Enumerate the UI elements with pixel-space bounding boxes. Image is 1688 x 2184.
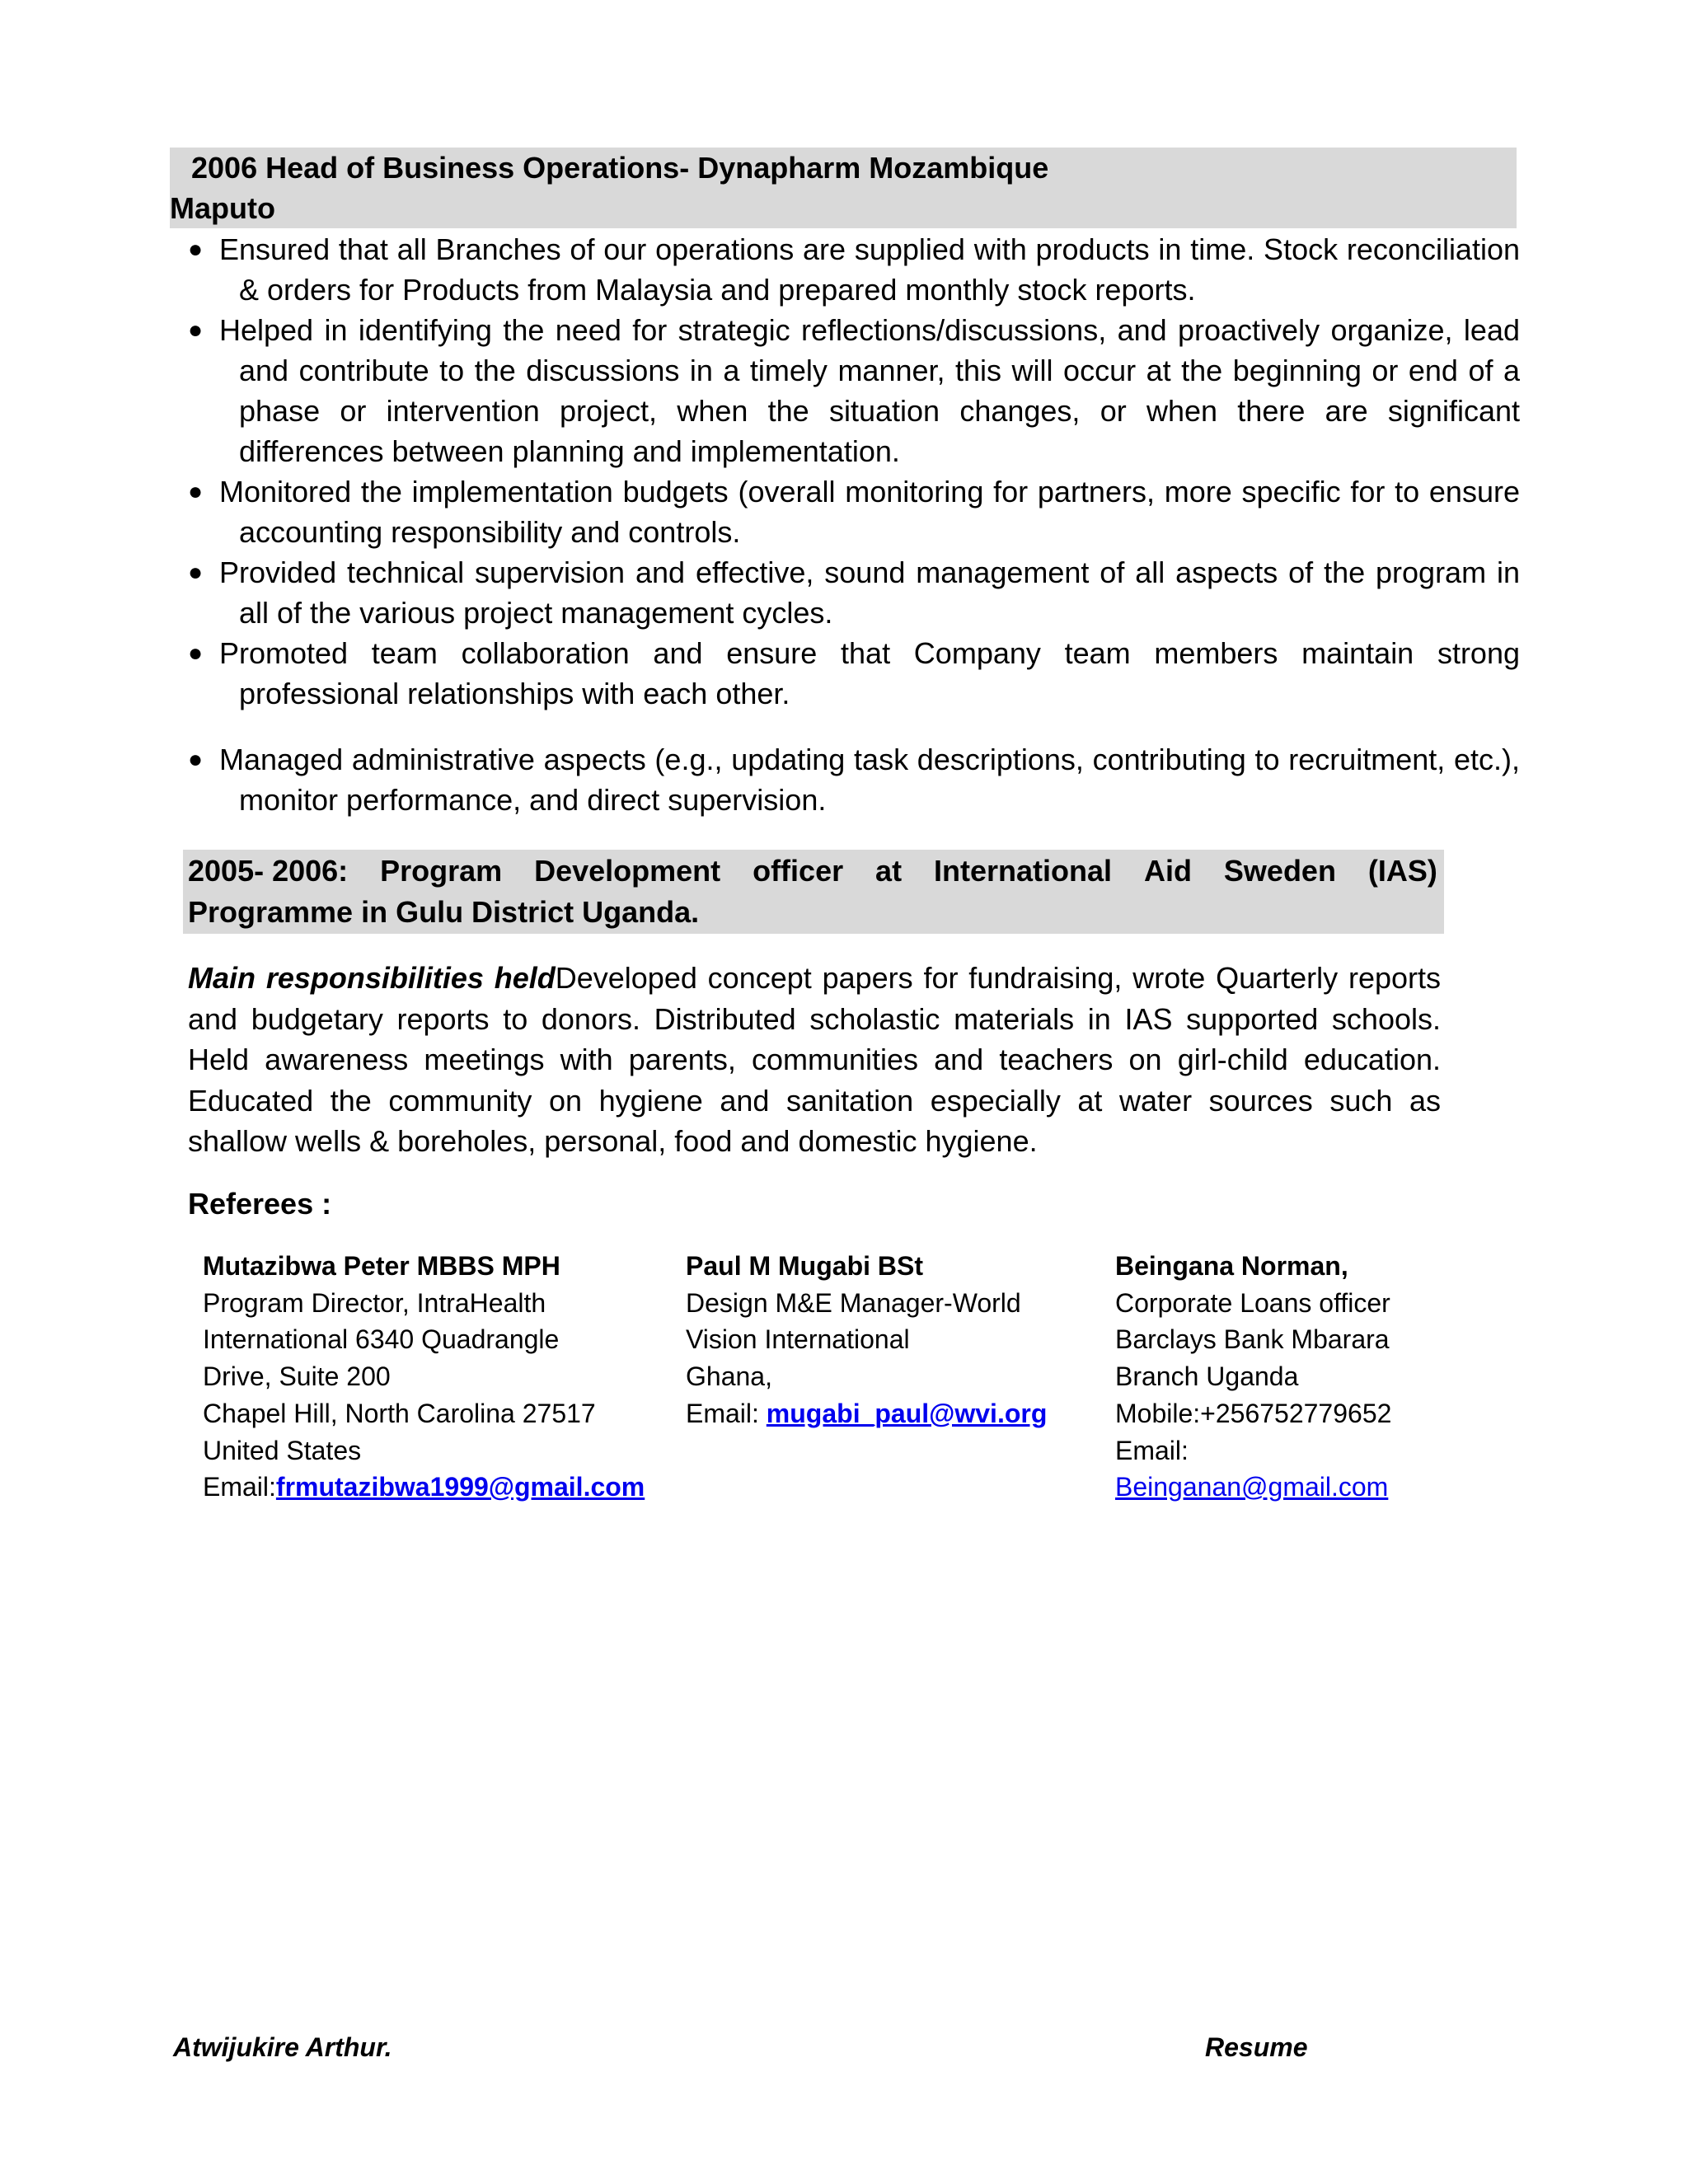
footer-name: Atwijukire Arthur.: [173, 2032, 392, 2062]
footer-label: Resume: [1205, 2032, 1308, 2062]
referee-1: [203, 1248, 645, 1506]
referee-line: Ghana,: [686, 1361, 772, 1392]
email-label: Email:: [203, 1472, 276, 1502]
referee-line: United States: [203, 1435, 362, 1465]
bullet-icon: ●: [188, 316, 204, 344]
bullet-icon: ●: [188, 559, 204, 586]
referee-email-row: [1115, 1469, 1391, 1506]
job2-heading: [183, 850, 1444, 934]
bullet-icon: ●: [188, 236, 204, 263]
job1-heading-title: 2006 Head of Business Operations- Dynapharm Mozambique: [191, 151, 1049, 185]
job2-responsibilities: [188, 958, 1441, 1162]
email-link[interactable]: Beinganan@gmail.com: [1115, 1472, 1389, 1502]
bullet-icon: ●: [188, 640, 204, 667]
referee-line: Chapel Hill, North Carolina 27517: [203, 1398, 596, 1428]
job1-heading-location: Maputo: [170, 191, 275, 225]
referee-line: International 6340 Quadrangle: [203, 1324, 560, 1355]
email-link[interactable]: frmutazibwa1999@gmail.com: [275, 1472, 645, 1502]
referee-line: Vision International: [686, 1324, 910, 1355]
job1-heading: [170, 148, 1517, 228]
referee-mobile: Mobile:+256752779652: [1115, 1398, 1392, 1428]
referee-name: Beingana Norman,: [1115, 1251, 1348, 1281]
referee-line: Barclays Bank Mbarara: [1115, 1324, 1390, 1355]
referee-name: Mutazibwa Peter MBBS MPH: [203, 1251, 560, 1281]
list-item: ● Helped in identifying the need for strategic reflections/discussions, and proactively organize, lead and contribute to the discussions in a timely manner, this will occur at the beginning or end of a phase or intervention project, when the situation changes, or when there are significant differences between planning and implementation.: [186, 310, 1520, 471]
referee-email-row: [686, 1395, 1047, 1432]
referee-line: Corporate Loans officer: [1115, 1287, 1390, 1318]
responsibilities-text: Developed concept papers for fundraising, wrote Quarterly reports and budgetary reports to donors. Distributed scholastic materials in IAS supported schools. Held awareness meetings with parents, communities and teachers on girl-child education. Educated the community on hygiene and sanitation especially at water sources such as shallow wells & boreholes, personal, food and domestic hygiene.: [188, 961, 1442, 1158]
bullet-icon: ●: [188, 478, 204, 505]
responsibilities-label: Main responsibilities held: [188, 961, 556, 995]
referee-email-row: [203, 1469, 645, 1506]
job2-heading-title: 2005- 2006: Program Development officer at International Aid Sweden (IAS): [188, 854, 1437, 888]
email-link[interactable]: mugabi_paul@wvi.org: [766, 1398, 1048, 1428]
referees-title: Referees :: [188, 1187, 332, 1221]
list-item: ● Monitored the implementation budgets (overall monitoring for partners, more specific for to ensure accounting responsibility and controls.: [186, 471, 1520, 552]
email-label: Email:: [686, 1398, 767, 1428]
list-item: ● Managed administrative aspects (e.g., updating task descriptions, contributing to recruitment, etc.), monitor performance, and direct supervision.: [186, 739, 1520, 820]
referee-name: Paul M Mugabi BSt: [686, 1251, 923, 1281]
list-item: ● Provided technical supervision and effective, sound management of all aspects of the program in all of the various project management cycles.: [186, 552, 1520, 633]
referee-2: [686, 1248, 1047, 1432]
referee-line: Branch Uganda: [1115, 1361, 1299, 1392]
job2-heading-location: Programme in Gulu District Uganda.: [188, 895, 700, 929]
referee-line: Program Director, IntraHealth: [203, 1287, 546, 1318]
referee-line: Drive, Suite 200: [203, 1361, 391, 1392]
email-label: Email:: [1115, 1435, 1189, 1465]
list-item: ● Promoted team collaboration and ensure that Company team members maintain strong professional relationships with each other.: [186, 633, 1520, 714]
bullet-icon: ●: [188, 746, 204, 773]
referee-line: Design M&E Manager-World: [686, 1287, 1021, 1318]
list-item: ● Ensured that all Branches of our operations are supplied with products in time. Stock reconciliation & orders for Products from Malaysia and prepared monthly stock reports.: [186, 229, 1520, 310]
referee-3: [1115, 1248, 1391, 1506]
job1-bullet-list: [186, 229, 1520, 820]
